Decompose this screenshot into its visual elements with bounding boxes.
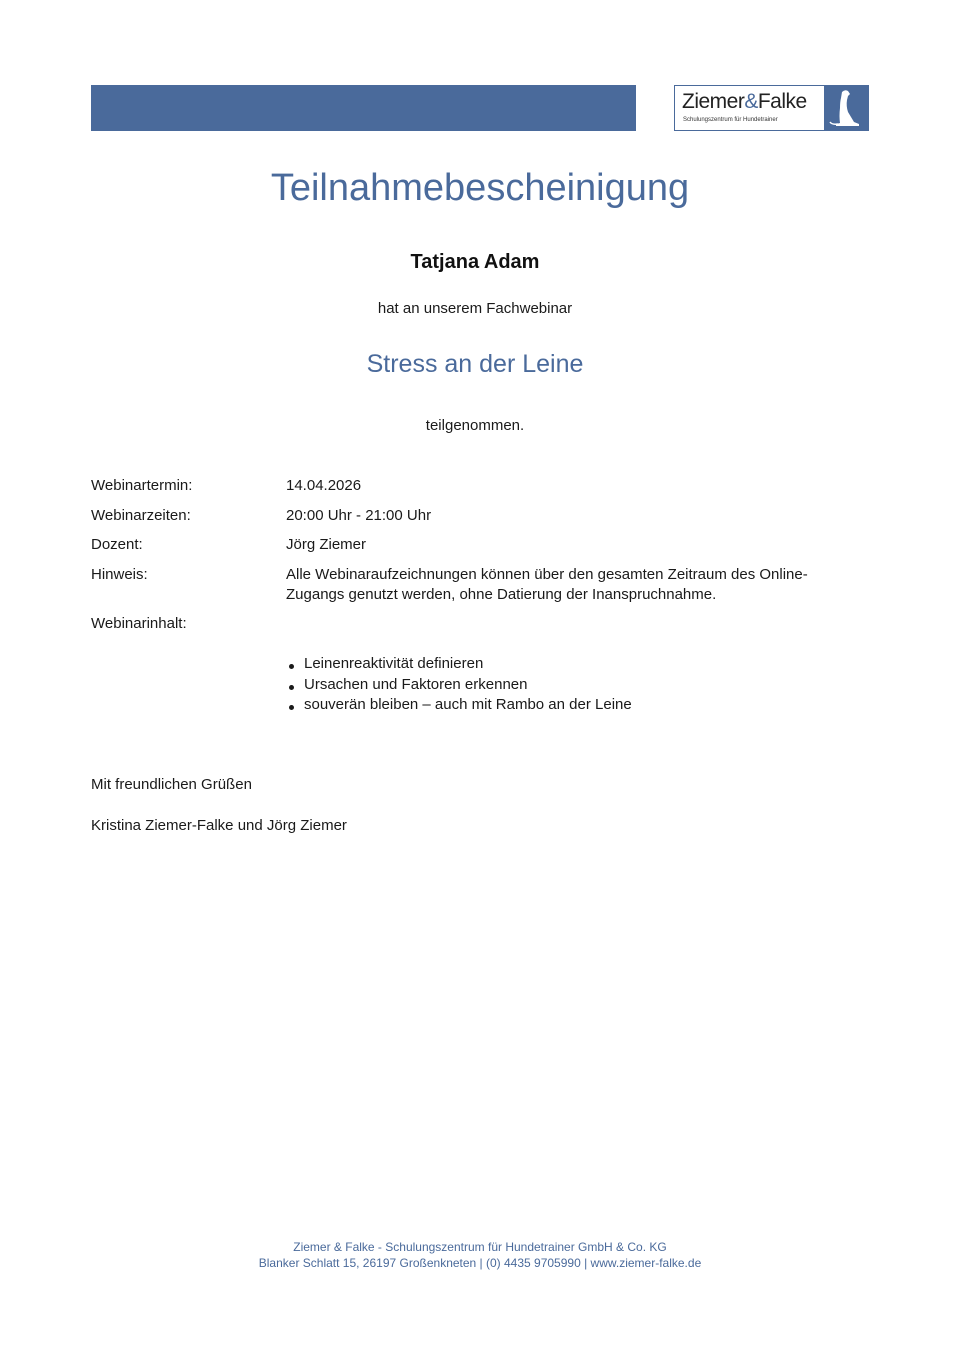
- lecturer-value: Jörg Ziemer: [286, 536, 367, 553]
- time-label: Webinarzeiten:: [91, 507, 191, 524]
- company-logo: [674, 85, 869, 131]
- time-value: 20:00 Uhr - 21:00 Uhr: [286, 507, 432, 524]
- lecturer-label: Dozent:: [91, 536, 143, 553]
- footer-company: Ziemer & Falke - Schulungszentrum für Hundetrainer GmbH & Co. KG: [293, 1240, 667, 1254]
- list-item: souverän bleiben – auch mit Rambo an der Leine: [286, 695, 632, 716]
- sitting-dog-icon: [824, 86, 868, 130]
- logo-wordmark: [682, 91, 807, 113]
- note-value: Alle Webinaraufzeichnungen können über den gesamten Zeitraum des Online-Zugangs genutzt werden, ohne Datierung der Inanspruchnahme.: [286, 566, 808, 603]
- date-label: Webinartermin:: [91, 477, 193, 494]
- greeting: Mit freundlichen Grüßen: [91, 776, 252, 793]
- topics-list: [286, 654, 632, 716]
- header-bar: [91, 85, 636, 131]
- logo-name-part2: Falke: [757, 90, 807, 113]
- intro-text: hat an unserem Fachwebinar: [377, 300, 573, 317]
- logo-subtitle: Schulungszentrum für Hundetrainer: [683, 117, 778, 123]
- signatories: Kristina Ziemer-Falke und Jörg Ziemer: [91, 817, 347, 834]
- list-item: Ursachen und Faktoren erkennen: [286, 675, 632, 696]
- webinar-title: Stress an der Leine: [366, 350, 584, 378]
- participant-name: Tatjana Adam: [410, 251, 540, 273]
- content-label: Webinarinhalt:: [91, 615, 187, 632]
- logo-ampersand: &: [744, 90, 758, 113]
- footer-address: Blanker Schlatt 15, 26197 Großenkneten | (0) 4435 9705990 | www.ziemer-falke.de: [258, 1256, 702, 1270]
- certificate-title: Teilnahmebescheinigung: [270, 167, 690, 209]
- note-label: Hinweis:: [91, 566, 148, 583]
- outro-text: teilgenommen.: [425, 417, 525, 434]
- list-item: Leinenreaktivität definieren: [286, 654, 632, 675]
- logo-name-part1: Ziemer: [682, 90, 745, 113]
- date-value: 14.04.2026: [286, 477, 362, 494]
